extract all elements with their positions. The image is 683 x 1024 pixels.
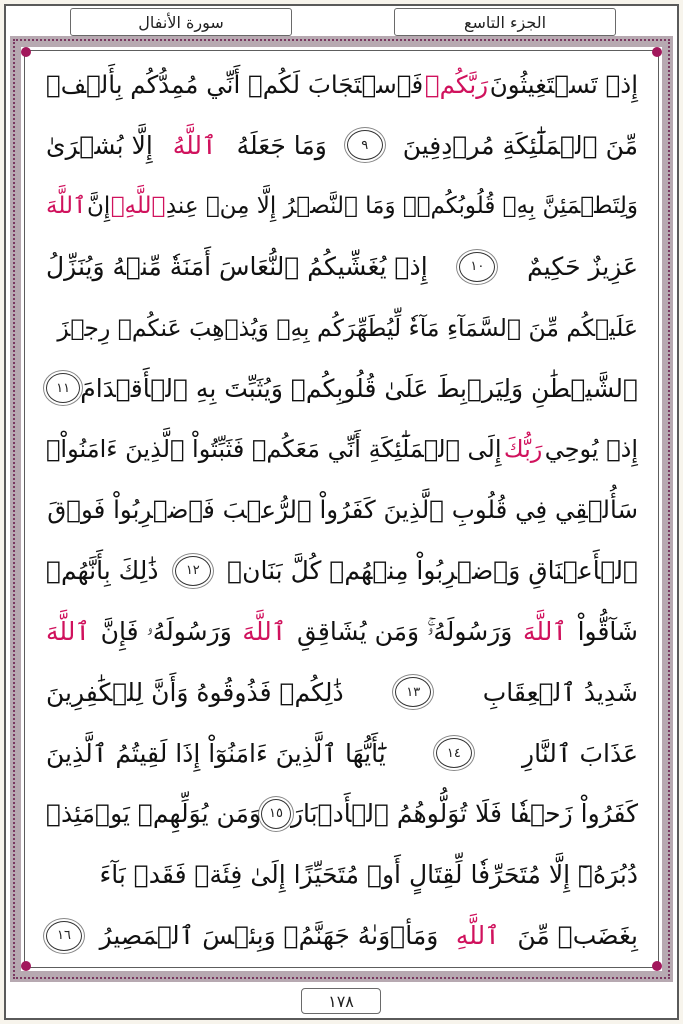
- surah-name: سورة الأنفال: [138, 12, 224, 32]
- text-line: [46, 115, 638, 176]
- ayah-number-marker: ١٣: [395, 677, 431, 707]
- verse-text: يَٰٓأَيُّهَا ٱلَّذِينَ ءَامَنُوٓاْ إِذَا لَقِيتُمُ ٱلَّذِينَ: [46, 738, 386, 768]
- verse-text: شَآقُّواْ: [577, 617, 638, 647]
- text-line: [46, 54, 638, 115]
- verse-text: وَمَن يُوَلِّهِمۡ يَوۡمَئِذٖ: [46, 799, 261, 829]
- text-line: [46, 358, 638, 419]
- verse-text: إِنَّ: [86, 192, 111, 219]
- text-line: [46, 601, 638, 662]
- text-line: [46, 419, 638, 480]
- ayah-number-marker: ١٦: [46, 921, 82, 951]
- verse-text: ذَٰلِكَ بِأَنَّهُمۡ: [46, 556, 159, 586]
- text-line: [46, 540, 638, 601]
- verse-text: عَذَابَ ٱلنَّارِ: [522, 738, 638, 768]
- page-number-label: ١٧٨: [328, 991, 354, 1011]
- verse-text: عَلَيۡكُم مِّنَ ٱلسَّمَآءِ مَآءٗ لِّيُطَهِّرَكُم بِهِۦ وَيُذۡهِبَ عَنكُمۡ رِجۡزَ: [57, 313, 638, 342]
- verse-text: سَأُلۡقِي فِي قُلُوبِ ٱلَّذِينَ كَفَرُواْ ٱلرُّعۡبَ فَٱضۡرِبُواْ فَوۡقَ: [47, 495, 638, 525]
- divine-name-text: ٱللَّهِ: [455, 921, 500, 951]
- text-line: [46, 784, 638, 845]
- text-line: [46, 236, 638, 297]
- ayah-number-marker: ١٤: [436, 738, 472, 768]
- verse-text: إِلَّا بُشۡرَىٰ: [46, 130, 153, 160]
- text-line: [46, 723, 638, 784]
- verse-text: ٱلۡأَعۡنَاقِ وَٱضۡرِبُواْ مِنۡهُمۡ كُلَّ بَنَانٖ: [227, 556, 638, 586]
- quran-text: [46, 54, 638, 966]
- divine-name-text: ٱللَّهُ: [172, 130, 217, 160]
- ayah-number-marker: ١٠: [459, 252, 495, 282]
- text-line: [46, 844, 638, 905]
- divine-name-text: رَبُّكَ: [503, 435, 543, 464]
- juz-name: الجزء التاسع: [463, 12, 547, 32]
- corner-flower-icon: [14, 954, 38, 978]
- verse-text: إِذۡ يُوحِي: [544, 435, 638, 464]
- verse-text: إِذۡ تَسۡتَغِيثُونَ: [489, 69, 638, 99]
- text-line: [46, 297, 638, 358]
- juz-name-header: [394, 8, 616, 36]
- verse-text: شَدِيدُ ٱلۡعِقَابِ: [482, 677, 638, 707]
- verse-text: دُبُرَهُۥٓ إِلَّا مُتَحَرِّفٗا لِّقِتَالٍ أَوۡ مُتَحَيِّزًا إِلَىٰ فِئَةٖ فَقَدۡ بَآءَ: [99, 860, 638, 890]
- corner-flower-icon: [645, 40, 669, 64]
- verse-text: ذَٰلِكُمۡ فَذُوقُوهُ وَأَنَّ لِلۡكَٰفِرِينَ: [46, 677, 344, 707]
- verse-text: وَلِتَطۡمَئِنَّ بِهِۦ قُلُوبُكُمۡۚ وَمَا ٱلنَّصۡرُ إِلَّا مِنۡ عِندِ: [165, 192, 638, 219]
- divine-name-text: ٱللَّهَ: [46, 192, 87, 219]
- verse-text: فَٱسۡتَجَابَ لَكُمۡ أَنِّي مُمِدُّكُم بِأَلۡفٖ: [46, 69, 424, 99]
- ayah-number-marker: ١٥: [261, 799, 291, 829]
- verse-text: مِّنَ ٱلۡمَلَٰٓئِكَةِ مُرۡدِفِينَ: [402, 130, 638, 160]
- verse-text: وَرَسُولَهُۥۚ وَمَن يُشَاقِقِ: [297, 616, 513, 646]
- verse-text: وَرَسُولَهُۥ فَإِنَّ: [100, 616, 232, 646]
- divine-name-text: ٱللَّهَ: [523, 617, 567, 647]
- ayah-number-marker: ١٢: [175, 556, 211, 586]
- verse-text: إِذۡ يُغَشِّيكُمُ ٱلنُّعَاسَ أَمَنَةٗ مِّنۡهُ وَيُنَزِّلُ: [46, 252, 428, 282]
- text-line: [46, 176, 638, 237]
- divine-name-text: ٱللَّهِۚ: [110, 192, 166, 219]
- ayah-number-marker: ١١: [46, 373, 80, 403]
- text-line: [46, 662, 638, 723]
- verse-text: بِغَضَبٖ مِّنَ: [517, 921, 638, 951]
- divine-name-text: ٱللَّهَ: [242, 617, 287, 647]
- verse-text: إِلَى ٱلۡمَلَٰٓئِكَةِ أَنِّي مَعَكُمۡ فَثَبِّتُواْ ٱلَّذِينَ ءَامَنُواْۚ: [46, 435, 502, 464]
- ayah-number-marker: ٩: [347, 130, 383, 160]
- verse-text: ٱلشَّيۡطَٰنِ وَلِيَرۡبِطَ عَلَىٰ قُلُوبِكُمۡ وَيُثَبِّتَ بِهِ ٱلۡأَقۡدَامَ: [80, 373, 638, 403]
- divine-name-text: ٱللَّهَ: [46, 617, 90, 647]
- verse-text: كَفَرُواْ زَحۡفٗا فَلَا تُوَلُّوهُمُ ٱلۡأَدۡبَارَ: [290, 799, 638, 829]
- verse-text: وَمَأۡوَىٰهُ جَهَنَّمُۖ وَبِئۡسَ ٱلۡمَصِيرُ: [99, 921, 439, 951]
- surah-name-header: [70, 8, 292, 36]
- verse-text: عَزِيزٌ حَكِيمٌ: [527, 252, 638, 282]
- corner-flower-icon: [14, 40, 38, 64]
- verse-text: وَمَا جَعَلَهُ: [236, 130, 327, 160]
- corner-flower-icon: [645, 954, 669, 978]
- text-line: [46, 905, 638, 966]
- text-line: [46, 480, 638, 541]
- divine-name-text: رَبَّكُمۡ: [424, 69, 489, 99]
- page-number: [301, 988, 381, 1014]
